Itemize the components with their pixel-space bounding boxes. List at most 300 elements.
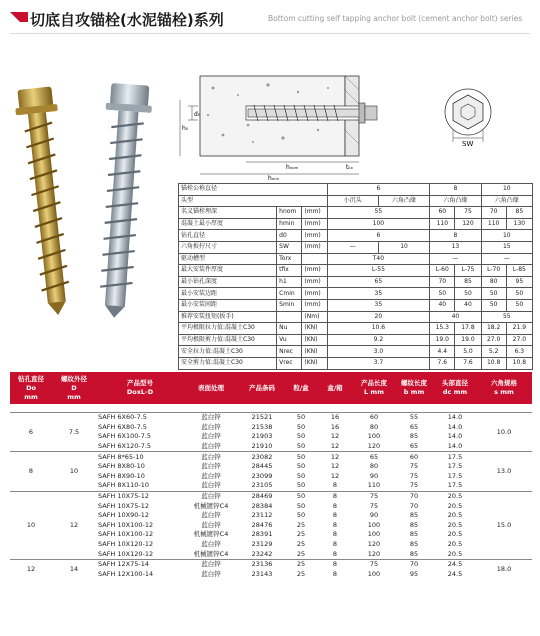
spec-value: 10 xyxy=(378,241,429,253)
product-value: 17.5 xyxy=(447,462,463,471)
spec-value: 17.8 xyxy=(455,323,481,335)
page-subtitle: Bottom cutting self tapping anchor bolt (cement anchor bolt) series xyxy=(268,14,523,23)
spec-row-label: 名义锚栓埋深 xyxy=(179,207,277,219)
spec-row xyxy=(179,299,533,311)
spec-row-label: 安全剪力值:混凝土C30 xyxy=(179,357,277,369)
spec-value: L-85 xyxy=(506,265,532,277)
spec-value: 9.2 xyxy=(327,334,430,346)
spec-row-symbol: tfix xyxy=(277,265,302,277)
spec-row-unit xyxy=(302,253,327,265)
hex-size: 10.0 xyxy=(476,413,532,452)
spec-value: 21.9 xyxy=(506,323,532,335)
product-row xyxy=(10,559,532,569)
spec-value: 65 xyxy=(327,276,430,288)
product-value: 12 xyxy=(330,471,340,480)
product-value: 25 xyxy=(296,540,306,549)
product-row xyxy=(10,491,532,501)
product-value: 8 xyxy=(332,540,338,549)
product-value: 20.5 xyxy=(447,549,463,558)
product-value: 20.5 xyxy=(447,530,463,539)
product-value: 50 xyxy=(296,422,306,431)
spec-value: 20 xyxy=(327,311,430,323)
page-title: 切底自攻锚栓(水泥锚栓)系列 xyxy=(30,11,224,29)
spec-row-symbol: SW xyxy=(277,241,302,253)
spec-value: 19.0 xyxy=(455,334,481,346)
spec-value: 75 xyxy=(455,207,481,219)
product-value: 70 xyxy=(409,501,419,510)
spec-value: 15.3 xyxy=(430,323,455,335)
spec-value: L-75 xyxy=(455,265,481,277)
product-model: SAFH 8X90-10 xyxy=(98,471,145,480)
product-value: 蓝白锌 xyxy=(201,422,221,431)
product-value: 110 xyxy=(367,481,381,490)
product-value: 蓝白锌 xyxy=(201,471,221,480)
spec-value: 50 xyxy=(481,288,506,300)
product-header-cell: 产品长度 L mm xyxy=(361,379,387,396)
spec-row-unit: (mm) xyxy=(302,218,327,230)
product-value: 20.5 xyxy=(447,511,463,520)
spec-value: 6 xyxy=(327,230,430,242)
spec-row-symbol: Cmin xyxy=(277,288,302,300)
product-value: 24.5 xyxy=(434,559,476,569)
product-value: 50 xyxy=(286,491,316,501)
product-model: SAFH 6X120-7.5 xyxy=(98,442,152,451)
product-value: 28476 xyxy=(251,520,273,529)
product-header-cell: 盒/箱 xyxy=(327,383,343,392)
spec-value: 50 xyxy=(506,288,532,300)
product-value: 60 xyxy=(354,413,394,423)
product-value: 100 xyxy=(367,432,381,441)
spec-value: 40 xyxy=(430,299,455,311)
product-value: 23082 xyxy=(238,452,286,462)
spec-row-unit: (mm) xyxy=(302,241,327,253)
product-header-cell: 产品型号 DoxL-D xyxy=(126,379,154,396)
spec-value: 10.8 xyxy=(481,357,506,369)
product-value: 21538 xyxy=(251,422,273,431)
spec-value: 100 xyxy=(327,218,430,230)
product-header-cell: 头部直径 dc mm xyxy=(442,379,468,396)
product-model: SAFH 6X100-7.5 xyxy=(98,432,152,441)
spec-row xyxy=(179,346,533,358)
product-value: 50 xyxy=(296,481,306,490)
spec-value: 130 xyxy=(506,218,532,230)
product-value: 24.5 xyxy=(447,569,463,578)
product-header-cell: 六角规格 s mm xyxy=(491,379,517,396)
product-value: 75 xyxy=(369,501,379,510)
spec-row-symbol: hnom xyxy=(277,207,302,219)
spec-row-label: 最小安装间距 xyxy=(179,299,277,311)
product-value: 20.5 xyxy=(447,520,463,529)
label-tfix: tₗᵢₓ xyxy=(346,164,354,171)
product-value: 蓝白锌 xyxy=(184,413,238,423)
product-value: 21521 xyxy=(238,413,286,423)
spec-value: 60 xyxy=(430,207,455,219)
spec-value: 6.3 xyxy=(506,346,532,358)
product-value: 蓝白锌 xyxy=(201,569,221,578)
product-value: 25 xyxy=(296,530,306,539)
spec-row-unit: (mm) xyxy=(302,276,327,288)
product-table-header xyxy=(10,372,532,404)
product-model: SAFH 10X120-12 xyxy=(98,540,154,549)
spec-value: 27.0 xyxy=(506,334,532,346)
spec-value: 50 xyxy=(455,288,481,300)
label-hnom: hₙₒₘ xyxy=(286,164,299,171)
spec-row-unit: (Nm) xyxy=(302,311,327,323)
product-value: 65 xyxy=(354,452,394,462)
spec-value: 50 xyxy=(481,299,506,311)
spec-row-label: 最小钻孔深度 xyxy=(179,276,277,288)
spec-value: 95 xyxy=(506,276,532,288)
spec-row xyxy=(179,253,533,265)
product-header-cell: 螺纹长度 b mm xyxy=(401,379,427,396)
product-header-cell: 螺纹外径 D mm xyxy=(61,374,87,401)
thread-diameter: 7.5 xyxy=(52,413,96,452)
product-value: 8 xyxy=(332,511,338,520)
product-row xyxy=(10,452,532,462)
spec-value: 50 xyxy=(430,288,455,300)
spec-value: 5.2 xyxy=(481,346,506,358)
spec-value: L-70 xyxy=(481,265,506,277)
product-value: 85 xyxy=(409,432,419,441)
product-value: 28469 xyxy=(238,491,286,501)
product-value: 85 xyxy=(409,520,419,529)
spec-value: — xyxy=(430,253,481,265)
spec-row xyxy=(179,207,533,219)
product-value: 95 xyxy=(409,569,419,578)
table-cell: 8 xyxy=(430,184,481,196)
spec-row xyxy=(179,288,533,300)
table-cell: 六角凸缘 xyxy=(378,195,429,207)
spec-value: 110 xyxy=(430,218,455,230)
spec-value: 55 xyxy=(481,311,532,323)
spec-value: T40 xyxy=(327,253,430,265)
spec-value: 35 xyxy=(327,288,430,300)
product-value: 75 xyxy=(409,471,419,480)
product-value: 23129 xyxy=(251,540,273,549)
table-cell: 六角凸缘 xyxy=(481,195,532,207)
product-value: 50 xyxy=(296,501,306,510)
spec-value: 10.8 xyxy=(506,357,532,369)
hex-size: 15.0 xyxy=(476,491,532,559)
product-value: 蓝白锌 xyxy=(201,540,221,549)
product-model: SAFH 10X100-12 xyxy=(98,530,154,539)
product-value: 蓝白锌 xyxy=(184,452,238,462)
product-value: 75 xyxy=(354,559,394,569)
product-value: 14.0 xyxy=(447,422,463,431)
spec-header-row xyxy=(179,184,533,196)
spec-value: 50 xyxy=(506,299,532,311)
product-value: 75 xyxy=(409,481,419,490)
product-value: 8 xyxy=(316,491,354,501)
drill-diameter: 10 xyxy=(10,491,52,559)
product-value: 8 xyxy=(332,520,338,529)
hex-head-view xyxy=(445,89,491,142)
spec-value: 18.2 xyxy=(481,323,506,335)
product-value: 12 xyxy=(330,462,340,471)
spec-value: 5.0 xyxy=(455,346,481,358)
spec-row-symbol: hmin xyxy=(277,218,302,230)
product-photo xyxy=(12,70,177,320)
product-value: 8 xyxy=(332,530,338,539)
spec-row-label: 最大安装件厚度 xyxy=(179,265,277,277)
spec-value: 13 xyxy=(430,241,481,253)
product-value: 12 xyxy=(330,432,340,441)
spec-value: — xyxy=(481,253,532,265)
table-cell: 六角凸缘 xyxy=(430,195,481,207)
drill-diameter: 12 xyxy=(10,559,52,579)
product-value: 28391 xyxy=(251,530,273,539)
product-value: 8 xyxy=(332,481,338,490)
thread-diameter: 14 xyxy=(52,559,96,579)
product-value: 25 xyxy=(296,549,306,558)
spec-row-symbol: Vu xyxy=(277,334,302,346)
product-model: SAFH 6X80-7.5 xyxy=(98,422,147,431)
spec-row-symbol xyxy=(277,311,302,323)
spec-value: 40 xyxy=(455,299,481,311)
product-value: 14.0 xyxy=(434,413,476,423)
product-value: 50 xyxy=(296,462,306,471)
spec-value: 40 xyxy=(430,311,481,323)
spec-value: 10 xyxy=(481,230,532,242)
spec-row xyxy=(179,241,533,253)
spec-row-symbol: Nrec xyxy=(277,346,302,358)
spec-row-label: 头型 xyxy=(179,195,328,207)
hex-head xyxy=(365,106,377,120)
label-hmin: hₘᵢₙ xyxy=(268,175,280,180)
product-value: 120 xyxy=(367,549,381,558)
product-value: 50 xyxy=(286,452,316,462)
drill-diameter: 6 xyxy=(10,413,52,452)
product-value: 85 xyxy=(409,511,419,520)
header-mark-icon xyxy=(10,12,28,22)
product-value: 85 xyxy=(409,540,419,549)
product-value: 21910 xyxy=(251,442,273,451)
product-value: 90 xyxy=(369,511,379,520)
label-sw: SW xyxy=(462,140,474,148)
spec-row-label: 最小安装边距 xyxy=(179,288,277,300)
spec-row xyxy=(179,334,533,346)
product-value: 23099 xyxy=(251,471,273,480)
product-value: 50 xyxy=(296,471,306,480)
yellow-zinc-screw-image xyxy=(13,86,79,317)
table-cell: 6 xyxy=(327,184,430,196)
product-value: 20.5 xyxy=(447,540,463,549)
product-value: 20.5 xyxy=(434,491,476,501)
spec-row-label: 安全拉力值:混凝土C30 xyxy=(179,346,277,358)
spec-head-type-row xyxy=(179,195,533,207)
spec-value: 70 xyxy=(430,276,455,288)
spec-row-symbol: Nu xyxy=(277,323,302,335)
product-value: 12 xyxy=(316,452,354,462)
thread-diameter: 12 xyxy=(52,491,96,559)
product-header-cell: 粒/盒 xyxy=(293,383,309,392)
product-table xyxy=(10,412,532,579)
product-value: 蓝白锌 xyxy=(201,442,221,451)
product-model: SAFH 10X75-12 xyxy=(96,491,184,501)
spec-row-unit: (mm) xyxy=(302,299,327,311)
product-value: 14.0 xyxy=(447,432,463,441)
drill-diameter: 8 xyxy=(10,452,52,491)
product-value: 75 xyxy=(409,462,419,471)
spec-row-label: 平均极限拉力值:混凝土C30 xyxy=(179,323,277,335)
product-value: 65 xyxy=(409,442,419,451)
spec-row-unit: (mm) xyxy=(302,207,327,219)
spec-value: 35 xyxy=(327,299,430,311)
product-value: 50 xyxy=(296,442,306,451)
spec-value: 70 xyxy=(481,207,506,219)
spec-row xyxy=(179,230,533,242)
spec-row-label: 平均极限剪力值:混凝土C30 xyxy=(179,334,277,346)
spec-value: 4.4 xyxy=(430,346,455,358)
product-value: 14.0 xyxy=(447,442,463,451)
product-value: 20.5 xyxy=(447,501,463,510)
product-value: 蓝白锌 xyxy=(201,511,221,520)
product-model: SAFH 12X100-14 xyxy=(98,569,154,578)
product-value: 17.5 xyxy=(447,471,463,480)
spec-value: 110 xyxy=(481,218,506,230)
spec-value: 7.6 xyxy=(430,357,455,369)
spec-value: 120 xyxy=(455,218,481,230)
product-value: 8 xyxy=(332,501,338,510)
spec-value: 8 xyxy=(430,230,481,242)
label-d0: d₀ xyxy=(194,111,201,118)
spec-row-symbol: Torx xyxy=(277,253,302,265)
spec-value: — xyxy=(327,241,378,253)
spec-row-symbol: h1 xyxy=(277,276,302,288)
product-header-cell: 表面处理 xyxy=(198,383,224,392)
installation-diagram xyxy=(178,70,536,180)
spec-row xyxy=(179,218,533,230)
spec-row-symbol: Smin xyxy=(277,299,302,311)
product-model: SAFH 12X75-14 xyxy=(96,559,184,569)
product-value: 蓝白锌 xyxy=(184,559,238,569)
product-model: SAFH 10X100-12 xyxy=(98,520,154,529)
spec-value: 19.0 xyxy=(430,334,455,346)
product-value: 50 xyxy=(296,511,306,520)
product-value: 23112 xyxy=(251,511,273,520)
table-cell: 小沉头 xyxy=(327,195,378,207)
product-value: 17.5 xyxy=(447,481,463,490)
spec-value: L-55 xyxy=(327,265,430,277)
spec-value: 3.0 xyxy=(327,346,430,358)
product-value: 机械镀锌C4 xyxy=(193,549,229,558)
spec-value: 85 xyxy=(506,207,532,219)
product-value: 50 xyxy=(286,413,316,423)
spec-row-unit: (mm) xyxy=(302,288,327,300)
product-value: 55 xyxy=(394,413,434,423)
spec-row-symbol: d0 xyxy=(277,230,302,242)
product-value: 70 xyxy=(394,491,434,501)
hex-size: 13.0 xyxy=(476,452,532,491)
product-value: 蓝白锌 xyxy=(201,462,221,471)
product-model: SAFH 6X60-7.5 xyxy=(96,413,184,423)
spec-row-unit: (KN) xyxy=(302,357,327,369)
product-header-cell: 产品条码 xyxy=(249,383,275,392)
product-value: 23242 xyxy=(251,549,273,558)
spec-value: 10.6 xyxy=(327,323,430,335)
spec-row xyxy=(179,265,533,277)
product-value: 65 xyxy=(409,422,419,431)
product-value: 8 xyxy=(332,569,338,578)
product-model: SAFH 8*65-10 xyxy=(96,452,184,462)
spec-row-symbol: Vrec xyxy=(277,357,302,369)
product-value: 85 xyxy=(409,530,419,539)
spec-row-label: 六角扳拧尺寸 xyxy=(179,241,277,253)
product-value: 100 xyxy=(367,569,381,578)
thread-diameter: 10 xyxy=(52,452,96,491)
product-model: SAFH 10X120-12 xyxy=(98,549,154,558)
spec-value: 27.0 xyxy=(481,334,506,346)
product-value: 8 xyxy=(332,549,338,558)
product-value: 120 xyxy=(367,442,381,451)
product-value: 8 xyxy=(316,559,354,569)
product-value: 50 xyxy=(296,432,306,441)
product-value: 25 xyxy=(286,559,316,569)
product-value: 17.5 xyxy=(434,452,476,462)
spec-row xyxy=(179,323,533,335)
product-model: SAFH 10X90-12 xyxy=(98,511,149,520)
spec-row-label: 推荐安装扭矩(扳手) xyxy=(179,311,277,323)
spec-value: 3.7 xyxy=(327,357,430,369)
product-value: 16 xyxy=(316,413,354,423)
product-header-cell: 钻孔直径 Do mm xyxy=(18,374,44,401)
specification-table xyxy=(178,183,533,370)
product-model: SAFH 8X110-10 xyxy=(98,481,149,490)
product-value: 70 xyxy=(394,559,434,569)
label-h0: h₀ xyxy=(182,125,189,132)
product-value: 100 xyxy=(367,530,381,539)
product-value: 16 xyxy=(330,422,340,431)
product-value: 90 xyxy=(369,471,379,480)
spec-row xyxy=(179,276,533,288)
product-model: SAFH 8X80-10 xyxy=(98,462,145,471)
product-value: 23105 xyxy=(251,481,273,490)
product-value: 12 xyxy=(330,442,340,451)
product-value: 100 xyxy=(367,520,381,529)
spec-row xyxy=(179,311,533,323)
product-value: 80 xyxy=(369,422,379,431)
spec-row-unit: (KN) xyxy=(302,346,327,358)
product-value: 21903 xyxy=(251,432,273,441)
spec-value: 80 xyxy=(481,276,506,288)
product-value: 23143 xyxy=(251,569,273,578)
hex-size: 18.0 xyxy=(476,559,532,579)
spec-row-label: 钻孔直径 xyxy=(179,230,277,242)
product-value: 75 xyxy=(354,491,394,501)
product-value: 蓝白锌 xyxy=(184,491,238,501)
product-value: 25 xyxy=(296,520,306,529)
spec-value: 55 xyxy=(327,207,430,219)
spec-row-unit: (KN) xyxy=(302,334,327,346)
spec-value: 7.6 xyxy=(455,357,481,369)
product-row xyxy=(10,413,532,423)
product-value: 80 xyxy=(369,462,379,471)
product-value: 28445 xyxy=(251,462,273,471)
product-value: 蓝白锌 xyxy=(201,520,221,529)
spec-row-label: 混凝土最小厚度 xyxy=(179,218,277,230)
product-value: 120 xyxy=(367,540,381,549)
spec-row-unit: (KN) xyxy=(302,323,327,335)
product-value: 蓝白锌 xyxy=(201,432,221,441)
blue-white-zinc-screw-image xyxy=(91,83,153,320)
product-value: 25 xyxy=(296,569,306,578)
product-value: 28384 xyxy=(251,501,273,510)
spec-value: 85 xyxy=(455,276,481,288)
product-model: SAFH 10X75-12 xyxy=(98,501,149,510)
product-value: 机械镀锌C4 xyxy=(193,530,229,539)
product-value: 蓝白锌 xyxy=(201,481,221,490)
spec-header-label: 锚栓公称直径 xyxy=(179,184,328,196)
